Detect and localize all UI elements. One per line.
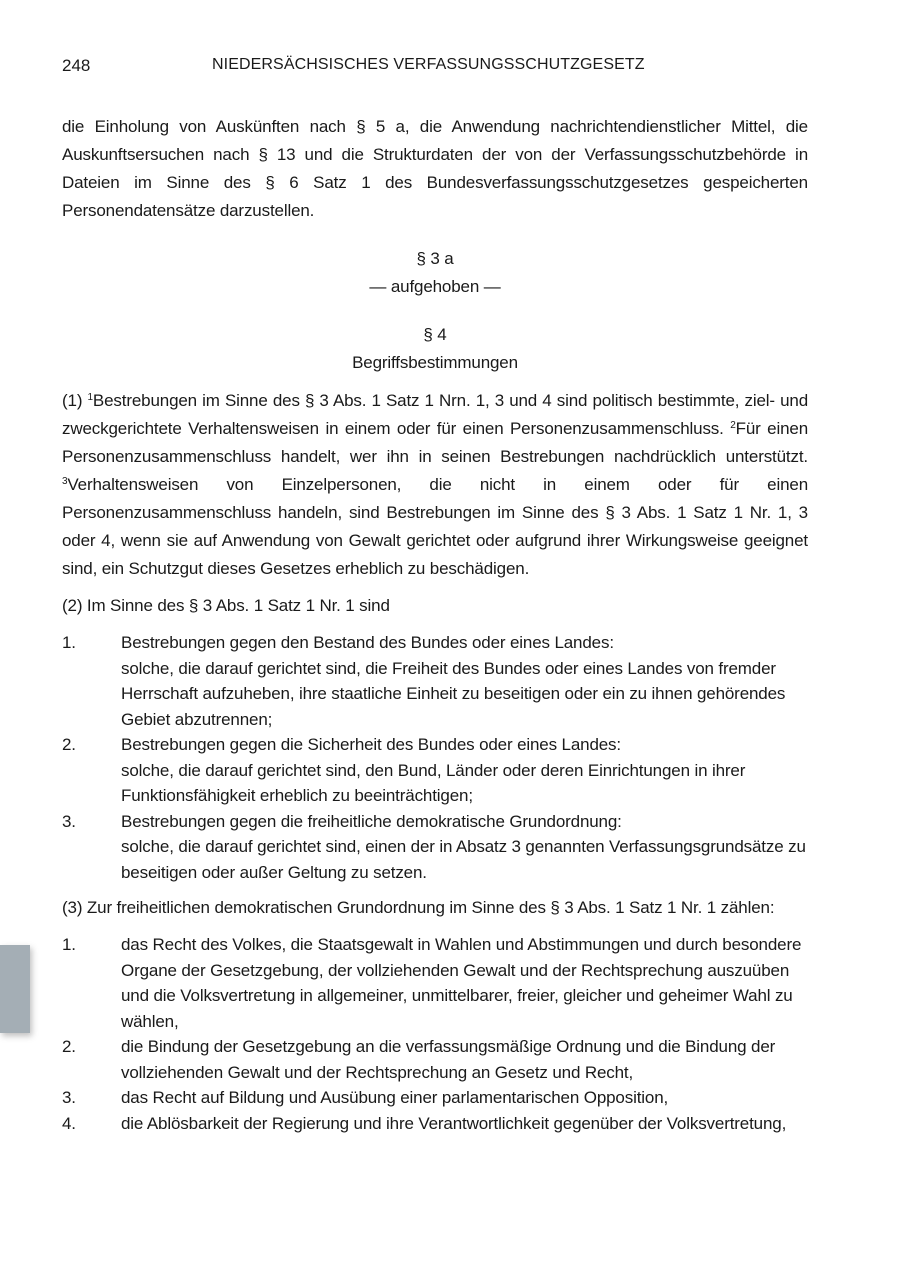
section-4-number: § 4 bbox=[423, 325, 447, 344]
list-item: 3. Bestrebungen gegen die freiheitliche demokratische Grundordnung: solche, die darauf gerichtet sind, einen der in Absatz 3 genannten Verfassungsgrundsätze zu beseitigen oder außer Geltung zu setzen. bbox=[62, 811, 806, 882]
section-4-heading bbox=[62, 321, 808, 377]
chapter-thumb-tab bbox=[0, 945, 30, 1033]
section-4-paragraph-2-intro: (2) Im Sinne des § 3 Abs. 1 Satz 1 Nr. 1 sind bbox=[62, 596, 390, 615]
list-item: 3. das Recht auf Bildung und Ausübung einer parlamentarischen Opposition, bbox=[62, 1088, 669, 1107]
intro-paragraph: die Einholung von Auskünften nach § 5 a, die Anwendung nachrichtendienstlicher Mittel, die Auskunftsersuchen nach § 13 und die Strukturdaten der von der Verfassungsschutzbehörde in Dateien im Sinne des § 6 Satz 1 des Bundesverfassungsschutzgesetzes gespeicherten Personendatensätze darzustellen. bbox=[62, 117, 808, 220]
section-3a-title: — aufgehoben — bbox=[369, 277, 501, 296]
running-title: NIEDERSÄCHSISCHES VERFASSUNGSSCHUTZGESETZ bbox=[212, 56, 645, 73]
section-4-title: Begriffsbestimmungen bbox=[352, 353, 518, 372]
page-header bbox=[62, 56, 838, 80]
section-4-paragraph-1: (1) $^1$Bestrebungen im Sinne des § 3 Abs. 1 Satz 1 Nrn. 1, 3 und 4 sind politisch bestimmte, ziel- und zweckgerichtete Verhaltensweisen in einem oder für einen Personenzusammenschluss. $^2$Für einen Personenzusammenschluss handelt, wer ihn in seinen Bestrebungen nachdrücklich unterstützt. $^3$Verhaltensweisen von Einzelpersonen, die nicht in einem oder für einen Personenzusammenschluss handeln, sind Bestrebungen im Sinne des § 3 Abs. 1 Satz 1 Nr. 1, 3 oder 4, wenn sie auf Anwendung von Gewalt gerichtet oder aufgrund ihrer Wirkungsweise geeignet sind, ein Schutzgut dieses Gesetzes erheblich zu beschädigen. bbox=[62, 391, 808, 578]
list-item: 1. Bestrebungen gegen den Bestand des Bundes oder eines Landes: solche, die darauf gerichtet sind, die Freiheit des Bundes oder eines Landes von fremder Herrschaft aufzuheben, ihre staatliche Einheit zu beseitigen oder ein zu ihnen gehörendes Gebiet abzutrennen; bbox=[62, 633, 786, 729]
list-item: 1. das Recht des Volkes, die Staatsgewalt in Wahlen und Abstimmungen und durch besondere Organe der Gesetzgebung, der vollziehenden Gewalt und der Rechtsprechung auszuüben und die Volksvertretung in allgemeiner, unmittelbarer, freier, gleicher und geheimer Wahl zu wählen, bbox=[62, 935, 802, 1031]
list-item: 2. Bestrebungen gegen die Sicherheit des Bundes oder eines Landes: solche, die darauf gerichtet sind, den Bund, Länder oder deren Einrichtungen in ihrer Funktionsfähigkeit erheblich zu beeinträchtigen; bbox=[62, 735, 746, 805]
section-4-paragraph-3-list bbox=[62, 932, 808, 1136]
section-4-paragraph-3-intro: (3) Zur freiheitlichen demokratischen Grundordnung im Sinne des § 3 Abs. 1 Satz 1 Nr. 1 zählen: bbox=[62, 898, 775, 917]
section-3a-number: § 3 a bbox=[416, 249, 454, 268]
list-item: 2. die Bindung der Gesetzgebung an die verfassungsmäßige Ordnung und die Bindung der vollziehenden Gewalt und der Rechtsprechung an Gesetz und Recht, bbox=[62, 1037, 776, 1082]
section-3a-heading bbox=[62, 245, 808, 301]
list-item: 4. die Ablösbarkeit der Regierung und ihre Verantwortlichkeit gegenüber der Volksvertretung, bbox=[62, 1113, 787, 1133]
page-body bbox=[62, 113, 808, 1136]
section-4-paragraph-2-list bbox=[62, 630, 808, 885]
page-number: 248 bbox=[62, 56, 91, 75]
